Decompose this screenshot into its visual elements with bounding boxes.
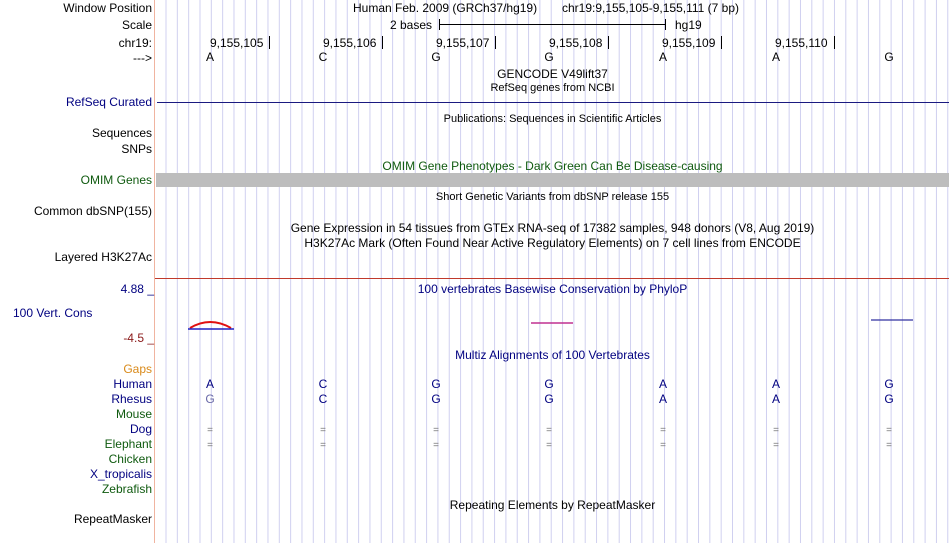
human-base: G [544, 377, 554, 391]
coord-3: 9,155,107 [436, 36, 490, 50]
human-base: C [318, 377, 328, 391]
conservation-track-title[interactable]: 100 vertebrates Basewise Conservation by PhyloP [417, 282, 688, 296]
human-base: A [658, 377, 667, 391]
species-zebrafish-label[interactable]: Zebrafish [101, 482, 152, 496]
vert-cons-label[interactable]: 100 Vert. Cons [13, 306, 93, 320]
repeatmasker-label[interactable]: RepeatMasker [73, 512, 152, 526]
elephant-gap: = [886, 440, 892, 451]
coord-tick [269, 36, 270, 49]
base-letter: A [658, 50, 667, 64]
species-rhesus-label[interactable]: Rhesus [111, 392, 152, 406]
species-gaps-label[interactable]: Gaps [123, 362, 152, 376]
chrom-label: chr19: [118, 36, 152, 50]
base-letter: G [544, 50, 554, 64]
publications-track-title[interactable]: Publications: Sequences in Scientific Articles [443, 113, 662, 125]
omim-track-title[interactable]: OMIM Gene Phenotypes - Dark Green Can Be Disease-causing [382, 159, 723, 173]
scale-label: Scale [121, 18, 152, 32]
omim-genes-label[interactable]: OMIM Genes [80, 173, 152, 187]
human-base: A [205, 377, 214, 391]
coord-tick [495, 36, 496, 49]
strand-label: ---> [133, 51, 152, 65]
species-mouse-label[interactable]: Mouse [115, 407, 152, 421]
rhesus-base: G [205, 392, 215, 406]
dog-gap: = [207, 425, 213, 436]
layered-h3k27ac-label[interactable]: Layered H3K27Ac [54, 250, 152, 264]
coord-tick [721, 36, 722, 49]
gencode-track-title[interactable]: GENCODE V49lift37 [497, 67, 608, 81]
refseq-curated-label[interactable]: RefSeq Curated [65, 95, 152, 109]
species-xtropicalis-label[interactable]: X_tropicalis [89, 467, 152, 481]
repeatmasker-track-title[interactable]: Repeating Elements by RepeatMasker [449, 498, 656, 512]
coord-6: 9,155,110 [775, 36, 828, 50]
species-elephant-label[interactable]: Elephant [104, 437, 152, 451]
dbsnp-track-title[interactable]: Short Genetic Variants from dbSNP release 155 [435, 191, 670, 203]
omim-gene-bar[interactable] [156, 173, 949, 187]
scale-db: hg19 [675, 18, 702, 32]
coord-1: 9,155,105 [210, 36, 264, 50]
coord-2: 9,155,106 [323, 36, 377, 50]
sequences-label[interactable]: Sequences [91, 126, 152, 140]
base-letter: G [884, 50, 894, 64]
coord-tick [834, 36, 835, 49]
position-text: chr19:9,155,105-9,155,111 (7 bp) [562, 1, 740, 15]
conservation-min-label: -4.5 _ [123, 331, 154, 345]
conservation-graph[interactable] [155, 312, 950, 336]
dog-gap: = [773, 425, 779, 436]
coord-4: 9,155,108 [549, 36, 603, 50]
common-dbsnp-label[interactable]: Common dbSNP(155) [33, 204, 152, 218]
dog-gap: = [433, 425, 439, 436]
base-letter: A [205, 50, 214, 64]
refseq-track-subtitle[interactable]: RefSeq genes from NCBI [490, 82, 615, 94]
coord-tick [608, 36, 609, 49]
dog-gap: = [886, 425, 892, 436]
scale-bar [439, 18, 666, 32]
elephant-gap: = [773, 440, 779, 451]
window-position-label: Window Position [63, 1, 152, 15]
rhesus-base: A [771, 392, 780, 406]
rhesus-base: A [658, 392, 667, 406]
scale-text: 2 bases [390, 18, 433, 32]
base-letter: A [771, 50, 780, 64]
base-letter: G [431, 50, 441, 64]
human-base: G [431, 377, 441, 391]
human-base: G [884, 377, 894, 391]
refseq-gene-line[interactable] [157, 102, 949, 103]
elephant-gap: = [320, 440, 326, 451]
human-base: A [771, 377, 780, 391]
track-group-divider [155, 278, 949, 279]
base-letter: C [318, 50, 328, 64]
conservation-max-label: 4.88 _ [120, 282, 154, 296]
elephant-gap: = [546, 440, 552, 451]
elephant-gap: = [660, 440, 666, 451]
elephant-gap: = [207, 440, 213, 451]
species-human-label[interactable]: Human [113, 377, 152, 391]
rhesus-base: G [431, 392, 441, 406]
rhesus-base: G [884, 392, 894, 406]
assembly-text: Human Feb. 2009 (GRCh37/hg19) [353, 1, 538, 15]
species-chicken-label[interactable]: Chicken [108, 452, 152, 466]
snps-label[interactable]: SNPs [121, 142, 152, 156]
dog-gap: = [660, 425, 666, 436]
coord-5: 9,155,109 [662, 36, 716, 50]
dog-gap: = [546, 425, 552, 436]
multiz-track-title[interactable]: Multiz Alignments of 100 Vertebrates [455, 348, 650, 362]
h3k27ac-track-title[interactable]: H3K27Ac Mark (Often Found Near Active Regulatory Elements) on 7 cell lines from ENCODE [304, 236, 801, 250]
species-dog-label[interactable]: Dog [129, 422, 152, 436]
gtex-track-title[interactable]: Gene Expression in 54 tissues from GTEx RNA-seq of 17382 samples, 948 donors (V8, Aug 2019) [290, 221, 815, 235]
coord-tick [382, 36, 383, 49]
elephant-gap: = [433, 440, 439, 451]
rhesus-base: C [318, 392, 328, 406]
rhesus-base: G [544, 392, 554, 406]
dog-gap: = [320, 425, 326, 436]
